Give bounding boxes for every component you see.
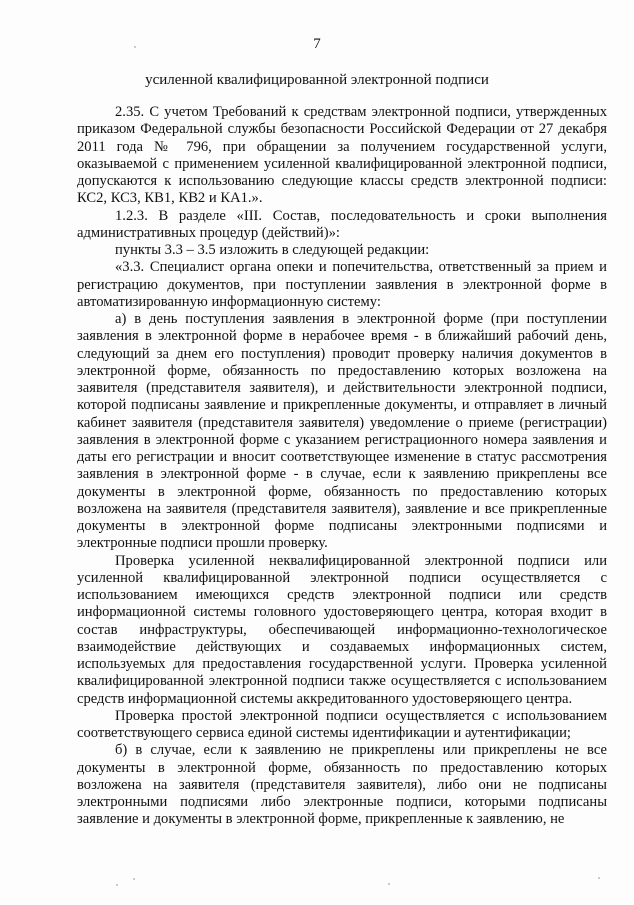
page-number: 7 bbox=[313, 36, 321, 52]
paragraph-1-2-3: 1.2.3. В разделе «III. Состав, последовательность и сроки выполнения административных процедур (действий)»: bbox=[77, 207, 607, 241]
paragraph-enhanced-signature-check: Проверка усиленной неквалифицированной электронной подписи или усиленной квалифицированной электронной подписи осуществляется с использованием имеющихся средств электронной подписи или средств информационной системы головного удостоверяющего центра, которая входит в состав инфраструктуры, обеспечивающей информационно-технологическое взаимодействие действующих и создаваемых информационных систем, используемых для предоставления государственной услуги. Проверка усиленной квалифицированной электронной подписи также осуществляется с использованием средств информационной системы аккредитованного удостоверяющего центра. bbox=[77, 552, 607, 707]
heading-continuation: усиленной квалифицированной электронной подписи bbox=[145, 72, 489, 88]
paragraph-3-3: «3.3. Специалист органа опеки и попечительства, ответственный за прием и регистрацию документов, при поступлении заявления в электронной форме в автоматизированную информационную систему: bbox=[77, 259, 607, 310]
scan-speck bbox=[134, 46, 136, 48]
document-body bbox=[77, 104, 607, 829]
scan-speck bbox=[133, 878, 135, 880]
paragraph-2-35: 2.35. С учетом Требований к средствам электронной подписи, утвержденных приказом Федеральной службы безопасности Российской Федерации от 27 декабря 2011 года № 796, при обращении за получением государственной услуги, оказываемой с применением усиленной квалифицированной электронной подписи, допускаются к использованию следующие классы средств электронной подписи: КС2, КС3, КВ1, КВ2 и КА1.». bbox=[77, 104, 607, 207]
scan-speck bbox=[116, 884, 118, 886]
scan-speck bbox=[598, 877, 600, 879]
paragraph-item-b: б) в случае, если к заявлению не прикреплены или прикреплены не все документы в электронной форме, обязанность по предоставлению которых возложена на заявителя (представителя заявителя), либо они не подписаны электронными подписями либо электронные подписи, которыми подписаны заявление и документы в электронной форме, прикрепленные к заявлению, не bbox=[77, 742, 607, 828]
paragraph-simple-signature-check: Проверка простой электронной подписи осуществляется с использованием соответствующего сервиса единой системы идентификации и аутентификации; bbox=[77, 707, 607, 741]
paragraph-item-a: а) в день поступления заявления в электронной форме (при поступлении заявления в электронной форме в нерабочее время - в ближайший рабочий день, следующий за днем его поступления) проводит проверку наличия документов в электронной форме, обязанность по предоставлению которых возложена на заявителя (представителя заявителя), и действительности электронной подписи, которой подписаны заявление и прикрепленные документы, и отправляет в личный кабинет заявителя (представителя заявителя) уведомление о приеме (регистрации) заявления в электронной форме с указанием регистрационного номера заявления и даты его регистрации и вносит соответствующее изменение в статус рассмотрения заявления в электронной форме - в случае, если к заявлению прикреплены все документы в электронной форме, обязанность по предоставлению которых возложена на заявителя (представителя заявителя), заявление и все прикрепленные документы в электронной форме подписаны электронными подписями и электронные подписи прошли проверку. bbox=[77, 311, 607, 552]
scan-speck bbox=[388, 883, 390, 885]
paragraph-points-intro: пункты 3.3 – 3.5 изложить в следующей редакции: bbox=[115, 242, 430, 258]
